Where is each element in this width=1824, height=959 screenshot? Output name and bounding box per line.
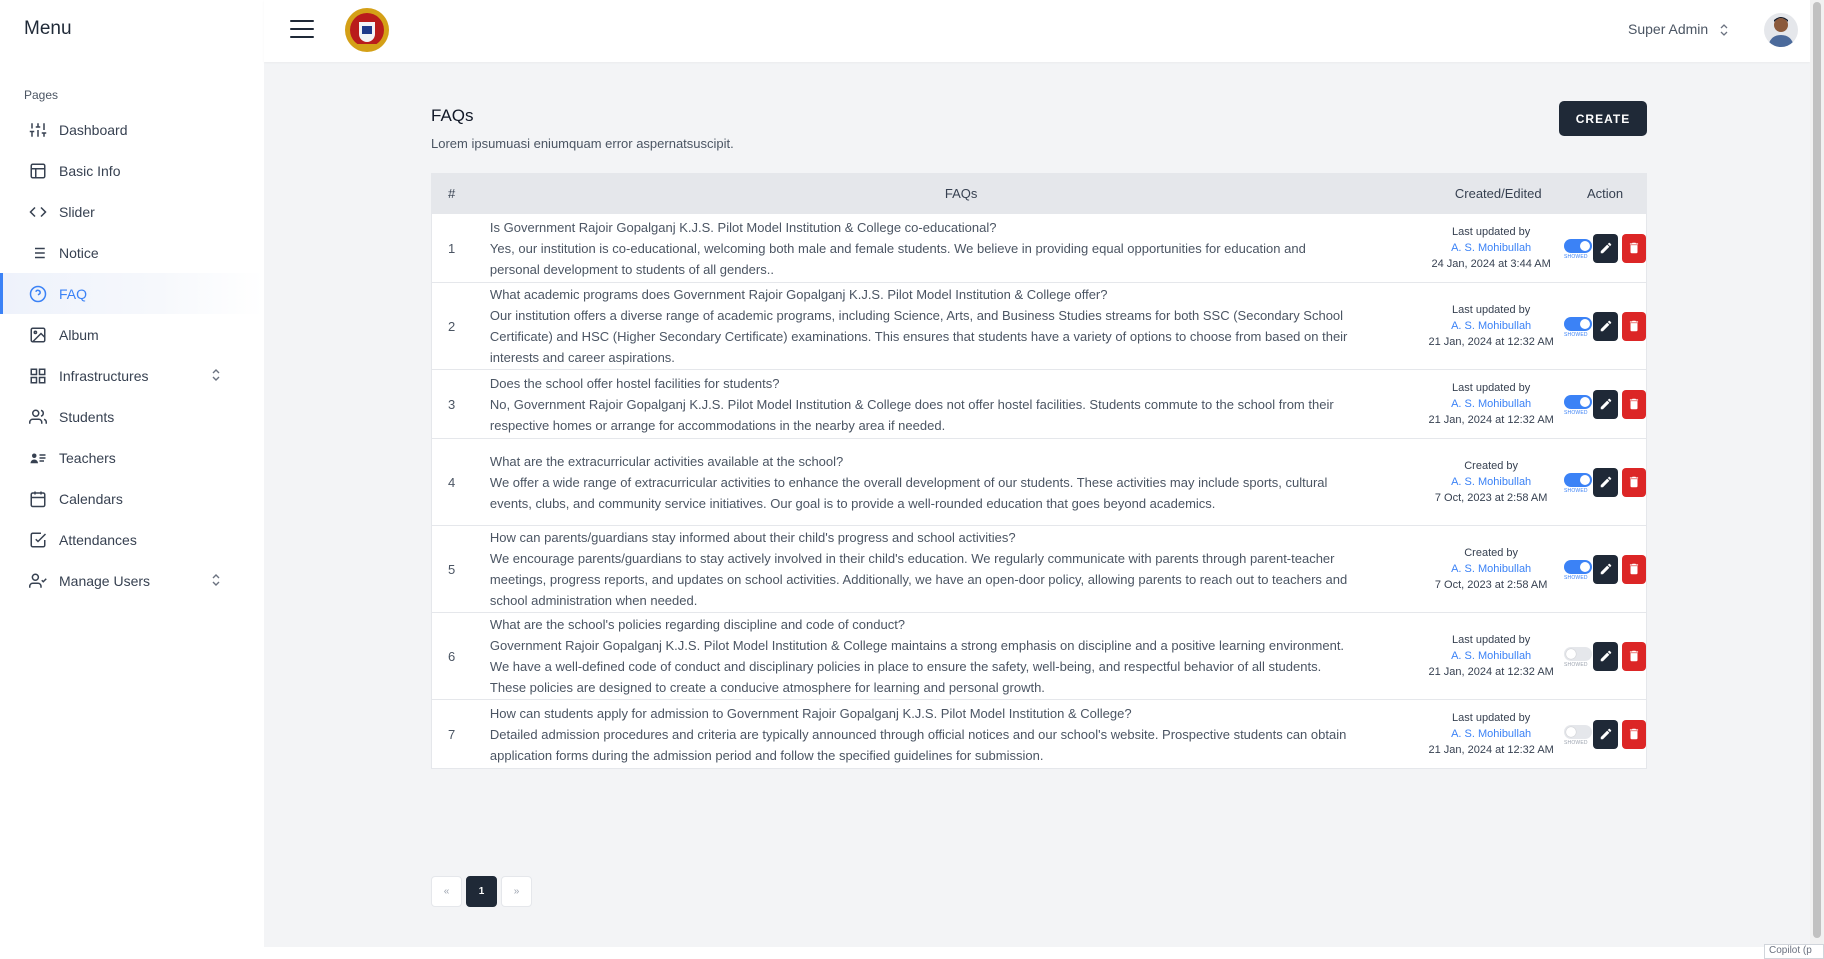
scrollbar-thumb[interactable]	[1813, 2, 1821, 938]
created-by-link[interactable]: A. S. Mohibullah	[1451, 728, 1532, 740]
row-number: 1	[448, 240, 456, 256]
faq-cell	[490, 364, 1358, 445]
delete-button[interactable]	[1622, 555, 1646, 584]
table-row	[432, 282, 1646, 369]
created-by-link[interactable]: A. S. Mohibullah	[1451, 476, 1532, 488]
avatar[interactable]	[1764, 13, 1798, 47]
created-cell	[1358, 458, 1564, 506]
footer	[264, 947, 1810, 959]
faq-question: What are the extracurricular activities available at the school?	[489, 453, 844, 469]
faq-question: Is Government Rajoir Gopalganj K.J.S. Pilot Model Institution & College co-educational?	[489, 219, 997, 235]
pencil-icon	[1599, 562, 1613, 576]
table-row	[432, 612, 1646, 699]
created-status: Created by	[1464, 460, 1519, 472]
user-check-icon	[28, 571, 48, 591]
sidebar-item-label: Notice	[59, 244, 99, 261]
sidebar-item-infrastructures[interactable]	[0, 355, 264, 396]
faq-cell	[490, 694, 1358, 775]
sidebar-item-album[interactable]	[0, 314, 264, 355]
faq-question: What academic programs does Government Rajoir Gopalganj K.J.S. Pilot Model Institution & College offer?	[489, 287, 1108, 302]
faq-question: Does the school offer hostel facilities for students?	[489, 375, 780, 391]
edit-button[interactable]	[1593, 234, 1617, 263]
sidebar-item-slider[interactable]	[0, 191, 264, 232]
show-toggle[interactable]	[1564, 392, 1587, 416]
created-cell	[1358, 710, 1564, 758]
delete-button[interactable]	[1622, 642, 1646, 671]
sidebar-item-notice[interactable]	[0, 232, 264, 273]
row-number: 2	[448, 318, 456, 334]
show-toggle[interactable]	[1564, 722, 1587, 746]
toggle-label: SHOWED	[1564, 662, 1588, 668]
table-row	[432, 525, 1646, 612]
sidebar-item-teachers[interactable]	[0, 437, 264, 478]
pencil-icon	[1599, 475, 1613, 489]
show-toggle[interactable]	[1564, 557, 1587, 581]
pencil-icon	[1599, 649, 1613, 663]
sidebar-item-students[interactable]	[0, 396, 264, 437]
faq-answer: Detailed admission procedures and criteria are typically announced through official notices and our school's website. Prospective students can obtain application forms during the admission period and follow the specified guidelines for submission.	[489, 726, 1347, 763]
created-cell	[1358, 302, 1564, 350]
code-icon	[28, 202, 48, 222]
faq-answer: Government Rajoir Gopalganj K.J.S. Pilot Model Institution & College maintains a strong emphasis on discipline and a positive learning environment. We have a well-defined code of conduct and disciplinary policies in place to ensure the safety, well-being, and respectful behavior of all students. These policies are designed to create a conducive atmosphere for learning and personal growth.	[489, 638, 1345, 695]
faq-answer: We offer a wide range of extracurricular activities to enhance the overall development of our students. These activities may include sports, cultural events, clubs, and community service initiatives. Our goal is to provide a well-rounded education that goes beyond academics.	[489, 474, 1328, 511]
chevron-up-down-icon[interactable]	[1719, 23, 1729, 37]
pagination-prev[interactable]: «	[431, 876, 462, 907]
create-button[interactable]: CREATE	[1559, 101, 1647, 136]
pagination-page[interactable]: 1	[466, 876, 497, 907]
row-number: 4	[448, 474, 456, 490]
action-cell	[1564, 642, 1646, 671]
toggle-label: SHOWED	[1564, 410, 1588, 416]
created-status: Created by	[1464, 547, 1519, 559]
created-by-link[interactable]: A. S. Mohibullah	[1451, 563, 1532, 575]
edit-button[interactable]	[1593, 720, 1617, 749]
chevron-up-down-icon	[210, 573, 222, 587]
trash-icon	[1627, 475, 1641, 489]
row-number: 5	[448, 561, 456, 577]
sidebar-title: Menu	[24, 18, 72, 39]
delete-button[interactable]	[1622, 390, 1646, 419]
created-date: 21 Jan, 2024 at 12:32 AM	[1428, 744, 1554, 756]
column-header-action: Action	[1587, 186, 1624, 201]
action-cell	[1564, 234, 1646, 263]
row-number: 7	[448, 726, 456, 742]
action-cell	[1564, 468, 1646, 497]
faq-answer: We encourage parents/guardians to stay actively involved in their child's education. We regularly communicate with parents through parent-teacher meetings, progress reports, and updates on school activities. Additionally, we have an open-door policy, allowing parents to reach out to teachers and school administration when needed.	[489, 551, 1348, 608]
sidebar-item-label: Calendars	[59, 490, 123, 507]
trash-icon	[1627, 319, 1641, 333]
faq-cell	[490, 605, 1358, 707]
trash-icon	[1627, 397, 1641, 411]
sidebar-item-label: Teachers	[59, 449, 116, 466]
sidebar-item-label: Dashboard	[59, 121, 128, 138]
delete-button[interactable]	[1622, 234, 1646, 263]
faq-cell	[490, 442, 1358, 523]
created-cell	[1358, 380, 1564, 428]
faq-table	[431, 173, 1647, 769]
user-menu[interactable]: Super Admin	[1628, 21, 1709, 37]
table-row	[432, 699, 1646, 768]
trash-icon	[1627, 727, 1641, 741]
edit-button[interactable]	[1593, 390, 1617, 419]
created-status: Last updated by	[1451, 382, 1531, 394]
sidebar-item-faq[interactable]	[0, 273, 264, 314]
row-number: 6	[448, 648, 456, 664]
sidebar-section-label: Pages	[24, 88, 59, 102]
pencil-icon	[1599, 241, 1613, 255]
created-status: Last updated by	[1451, 226, 1531, 238]
grid-icon	[28, 366, 48, 386]
edit-button[interactable]	[1593, 312, 1617, 341]
show-toggle[interactable]	[1564, 644, 1587, 668]
image-icon	[28, 325, 48, 345]
check-square-icon	[28, 530, 48, 550]
action-cell	[1564, 720, 1646, 749]
sidebar-item-attendances[interactable]	[0, 519, 264, 560]
sidebar-nav	[0, 109, 264, 601]
created-status: Last updated by	[1451, 634, 1531, 646]
trash-icon	[1627, 241, 1641, 255]
sidebar-item-label: Attendances	[59, 531, 137, 548]
toggle-label: SHOWED	[1564, 575, 1588, 581]
created-status: Last updated by	[1451, 712, 1531, 724]
pencil-icon	[1599, 727, 1613, 741]
pagination	[431, 876, 532, 907]
faq-answer: No, Government Rajoir Gopalganj K.J.S. Pilot Model Institution & College does not offer hostel facilities. Students commute to the school from their respective homes or arrange for accommodations in the nearby area if needed.	[489, 396, 1334, 433]
copilot-tab[interactable]: Copilot (p	[1764, 944, 1824, 959]
created-by-link[interactable]: A. S. Mohibullah	[1451, 650, 1532, 662]
created-date: 21 Jan, 2024 at 12:32 AM	[1428, 336, 1554, 348]
question-circle-icon	[28, 284, 48, 304]
calendar-icon	[28, 489, 48, 509]
sliders-icon	[28, 120, 48, 140]
pencil-icon	[1599, 397, 1613, 411]
toggle-label: SHOWED	[1564, 332, 1588, 338]
toggle-label: SHOWED	[1564, 740, 1588, 746]
sidebar-item-basic-info[interactable]	[0, 150, 264, 191]
created-cell	[1358, 545, 1564, 593]
action-cell	[1564, 555, 1646, 584]
sidebar-item-label: Album	[59, 326, 99, 343]
table-row	[432, 438, 1646, 525]
created-cell	[1358, 224, 1564, 272]
trash-icon	[1627, 562, 1641, 576]
sidebar-item-label: Basic Info	[59, 162, 121, 179]
trash-icon	[1627, 649, 1641, 663]
table-row	[432, 213, 1646, 282]
created-date: 7 Oct, 2023 at 2:58 AM	[1434, 579, 1548, 591]
faq-cell	[490, 275, 1358, 377]
action-cell	[1564, 390, 1646, 419]
show-toggle[interactable]	[1564, 314, 1587, 338]
edit-button[interactable]	[1593, 555, 1617, 584]
created-cell	[1358, 632, 1564, 680]
page-title: FAQs	[431, 106, 474, 125]
action-cell	[1564, 312, 1646, 341]
page-subtitle: Lorem ipsumuasi eniumquam error aspernatsuscipit.	[431, 136, 734, 151]
faq-question: How can parents/guardians stay informed about their child's progress and school activities?	[489, 530, 1016, 545]
institution-logo	[344, 6, 390, 54]
chevron-up-down-icon	[210, 368, 222, 382]
sidebar-item-label: FAQ	[59, 285, 88, 302]
created-date: 21 Jan, 2024 at 12:32 AM	[1428, 666, 1554, 678]
faq-answer: Our institution offers a diverse range of academic programs, including Science, Arts, and Business Studies streams for both SSC (Secondary School Certificate) and HSC (Higher Secondary Certificate) examinations. This ensures that students have a variety of options to choose from based on their interests and career aspirations.	[489, 308, 1348, 365]
pagination-next[interactable]: »	[501, 876, 532, 907]
edit-button[interactable]	[1593, 642, 1617, 671]
id-card-icon	[28, 448, 48, 468]
faq-question: How can students apply for admission to Government Rajoir Gopalganj K.J.S. Pilot Model Institution & College?	[489, 705, 1132, 721]
created-date: 24 Jan, 2024 at 3:44 AM	[1431, 258, 1551, 270]
sidebar-item-dashboard[interactable]	[0, 109, 264, 150]
scrollbar[interactable]	[1810, 0, 1824, 959]
sidebar-item-label: Manage Users	[59, 572, 151, 589]
faq-question: What are the school's policies regarding discipline and code of conduct?	[489, 617, 906, 632]
pencil-icon	[1599, 319, 1613, 333]
sidebar	[0, 0, 264, 959]
toggle-label: SHOWED	[1564, 488, 1588, 494]
show-toggle[interactable]	[1564, 236, 1587, 260]
sidebar-item-label: Slider	[59, 203, 95, 220]
created-by-link[interactable]: A. S. Mohibullah	[1451, 242, 1532, 254]
sidebar-item-label: Infrastructures	[59, 367, 149, 384]
column-header-faqs: FAQs	[944, 186, 978, 201]
delete-button[interactable]	[1622, 720, 1646, 749]
hamburger-menu-icon[interactable]	[290, 20, 314, 40]
column-header-created: Created/Edited	[1454, 186, 1542, 201]
row-number: 3	[448, 396, 456, 412]
faq-answer: Yes, our institution is co-educational, welcoming both male and female students. We believe in providing equal opportunities for education and personal development to students of all genders..	[489, 240, 1306, 277]
created-by-link[interactable]: A. S. Mohibullah	[1451, 320, 1532, 332]
sidebar-item-calendars[interactable]	[0, 478, 264, 519]
layout-icon	[28, 161, 48, 181]
delete-button[interactable]	[1622, 312, 1646, 341]
column-header-num: #	[448, 186, 456, 201]
show-toggle[interactable]	[1564, 470, 1587, 494]
sidebar-item-label: Students	[59, 408, 115, 425]
users-icon	[28, 407, 48, 427]
list-icon	[28, 243, 48, 263]
created-by-link[interactable]: A. S. Mohibullah	[1451, 398, 1532, 410]
toggle-label: SHOWED	[1564, 254, 1588, 260]
sidebar-item-manage-users[interactable]	[0, 560, 264, 601]
created-date: 7 Oct, 2023 at 2:58 AM	[1434, 492, 1548, 504]
table-row	[432, 369, 1646, 438]
edit-button[interactable]	[1593, 468, 1617, 497]
created-status: Last updated by	[1451, 304, 1531, 316]
topbar	[264, 0, 1810, 62]
delete-button[interactable]	[1622, 468, 1646, 497]
created-date: 21 Jan, 2024 at 12:32 AM	[1428, 414, 1554, 426]
